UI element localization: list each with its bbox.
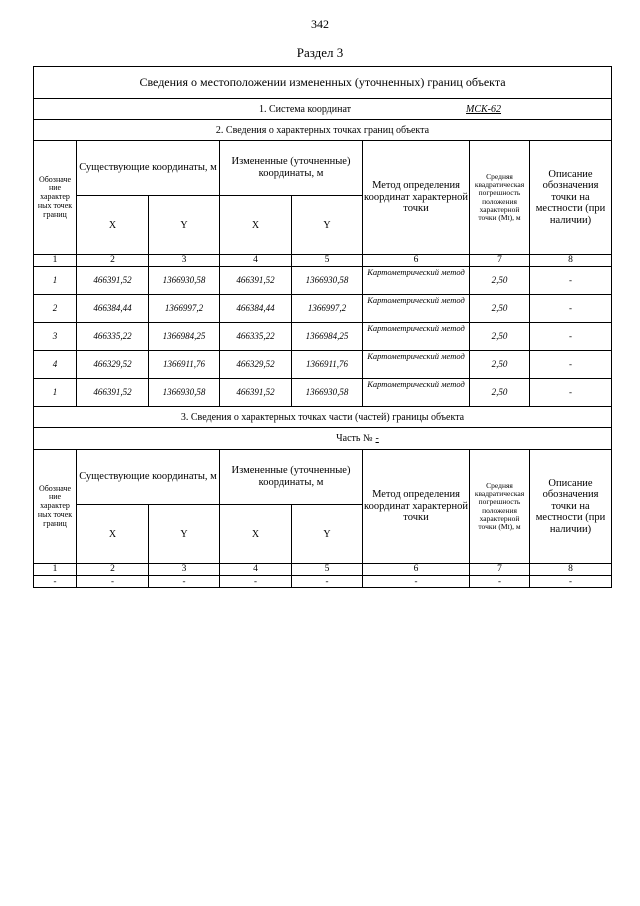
parts-col-accuracy: Средняя квадратическая погрешность положения характерной точки (Mt), м	[470, 450, 530, 564]
points-heading: 2. Сведения о характерных точках границ объекта	[34, 120, 612, 141]
parts-col-method: Метод определения координат характерной точки	[363, 450, 470, 564]
description: -	[530, 323, 612, 351]
table-row	[34, 576, 612, 588]
points-col-accuracy: Средняя квадратическая погрешность положения характерной точки (Mt), м	[470, 141, 530, 255]
page-number: 342	[311, 17, 329, 31]
points-col-changed-y: Y	[292, 196, 363, 255]
table-row	[34, 267, 612, 295]
accuracy: 2,50	[470, 351, 530, 379]
changed-x: 466391,52	[220, 379, 292, 407]
points-column-number: 6	[363, 255, 470, 267]
method: Картометрический метод	[363, 267, 470, 295]
parts-col-changed-y: Y	[292, 505, 363, 564]
coord-system-label: 1. Система координат	[259, 103, 352, 115]
points-col-designation: Обозначе ние характер ных точек границ	[34, 141, 77, 255]
existing-y: 1366911,76	[149, 351, 220, 379]
table-row	[34, 295, 612, 323]
table-row	[34, 323, 612, 351]
parts-col-changed-x: X	[220, 505, 292, 564]
parts-column-number: 6	[363, 564, 470, 576]
points-col-description: Описание обозначения точки на местности (при наличии)	[530, 141, 612, 255]
part-cell: -	[363, 576, 470, 588]
existing-x: 466391,52	[77, 379, 149, 407]
points-col-changed: Измененные (уточненные) координаты, м	[220, 141, 363, 196]
points-column-number: 8	[530, 255, 612, 267]
changed-y: 1366911,76	[292, 351, 363, 379]
accuracy: 2,50	[470, 323, 530, 351]
points-col-changed-x: X	[220, 196, 292, 255]
existing-y: 1366984,25	[149, 323, 220, 351]
points-column-number: 1	[34, 255, 77, 267]
method: Картометрический метод	[363, 351, 470, 379]
points-col-method: Метод определения координат характерной точки	[363, 141, 470, 255]
parts-column-number: 7	[470, 564, 530, 576]
part-cell: -	[149, 576, 220, 588]
point-id: 1	[34, 267, 77, 295]
points-column-number: 7	[470, 255, 530, 267]
table-row	[34, 379, 612, 407]
changed-y: 1366984,25	[292, 323, 363, 351]
parts-column-number: 3	[149, 564, 220, 576]
point-id: 2	[34, 295, 77, 323]
section-title: Раздел 3	[296, 45, 344, 60]
parts-heading: 3. Сведения о характерных точках части (частей) границы объекта	[34, 407, 612, 428]
part-label: Часть №	[336, 433, 373, 444]
points-col-existing-y: Y	[149, 196, 220, 255]
changed-x: 466329,52	[220, 351, 292, 379]
table-title: Сведения о местоположении измененных (уточненных) границ объекта	[34, 67, 612, 99]
changed-y: 1366930,58	[292, 379, 363, 407]
existing-x: 466384,44	[77, 295, 149, 323]
parts-column-number: 8	[530, 564, 612, 576]
method: Картометрический метод	[363, 295, 470, 323]
points-column-number: 3	[149, 255, 220, 267]
changed-y: 1366930,58	[292, 267, 363, 295]
points-col-existing-x: X	[77, 196, 149, 255]
part-value: -	[375, 433, 379, 444]
points-column-number: 5	[292, 255, 363, 267]
description: -	[530, 351, 612, 379]
points-col-existing: Существующие координаты, м	[77, 141, 220, 196]
parts-col-changed: Измененные (уточненные) координаты, м	[220, 450, 363, 505]
parts-col-existing: Существующие координаты, м	[77, 450, 220, 505]
parts-column-number: 2	[77, 564, 149, 576]
parts-column-number: 4	[220, 564, 292, 576]
description: -	[530, 379, 612, 407]
parts-col-description: Описание обозначения точки на местности (при наличии)	[530, 450, 612, 564]
existing-x: 466335,22	[77, 323, 149, 351]
accuracy: 2,50	[470, 267, 530, 295]
part-cell: -	[77, 576, 149, 588]
part-cell: -	[292, 576, 363, 588]
accuracy: 2,50	[470, 379, 530, 407]
changed-x: 466384,44	[220, 295, 292, 323]
parts-column-number: 1	[34, 564, 77, 576]
point-id: 1	[34, 379, 77, 407]
boundary-table	[33, 66, 612, 588]
description: -	[530, 267, 612, 295]
part-cell: -	[34, 576, 77, 588]
part-cell: -	[220, 576, 292, 588]
part-cell: -	[470, 576, 530, 588]
table-row	[34, 351, 612, 379]
description: -	[530, 295, 612, 323]
part-row	[34, 428, 612, 450]
changed-x: 466335,22	[220, 323, 292, 351]
parts-col-designation: Обозначе ние характер ных точек границ	[34, 450, 77, 564]
existing-x: 466391,52	[77, 267, 149, 295]
accuracy: 2,50	[470, 295, 530, 323]
parts-column-number: 5	[292, 564, 363, 576]
existing-y: 1366930,58	[149, 379, 220, 407]
existing-y: 1366930,58	[149, 267, 220, 295]
changed-y: 1366997,2	[292, 295, 363, 323]
points-column-number: 4	[220, 255, 292, 267]
coord-system-row	[34, 99, 612, 120]
changed-x: 466391,52	[220, 267, 292, 295]
part-cell: -	[530, 576, 612, 588]
parts-col-existing-x: X	[77, 505, 149, 564]
point-id: 4	[34, 351, 77, 379]
point-id: 3	[34, 323, 77, 351]
method: Картометрический метод	[363, 323, 470, 351]
parts-col-existing-y: Y	[149, 505, 220, 564]
existing-y: 1366997,2	[149, 295, 220, 323]
points-column-number: 2	[77, 255, 149, 267]
coord-system-value: МСК-62	[466, 103, 502, 115]
method: Картометрический метод	[363, 379, 470, 407]
existing-x: 466329,52	[77, 351, 149, 379]
